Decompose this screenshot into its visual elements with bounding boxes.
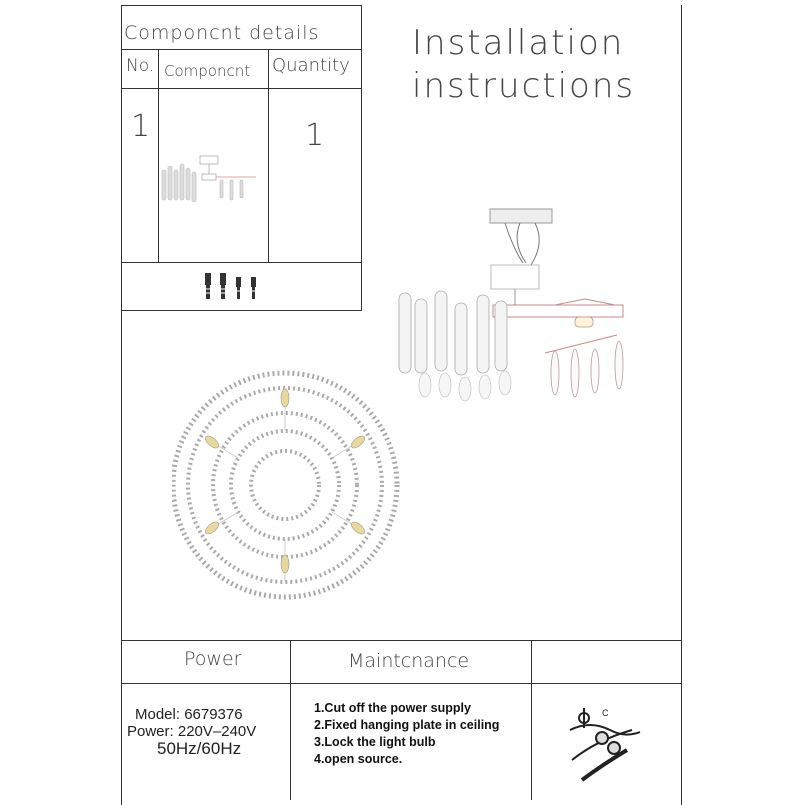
- maintenance-steps: [314, 700, 499, 768]
- chandelier-thumbnail-icon: [160, 150, 268, 220]
- power-rating: Power: 220V–240V: [127, 723, 257, 740]
- col-header-component: Componcnt: [164, 62, 251, 80]
- step-1: 1.Cut off the power supply: [314, 701, 471, 715]
- title-line-1: Installation: [412, 23, 625, 63]
- col-header-quantity: Quantity: [272, 55, 350, 76]
- svg-text:C: C: [602, 708, 609, 718]
- step-4: 4.open source.: [314, 752, 403, 766]
- model-number: Model: 6679376: [135, 706, 243, 723]
- step-2: 2.Fixed hanging plate in ceiling: [314, 718, 500, 732]
- component-table-title: Componcnt details: [124, 22, 320, 44]
- row-quantity: 1: [305, 118, 325, 153]
- row-number: 1: [131, 109, 151, 144]
- maintenance-header: Maintcnance: [348, 650, 470, 672]
- chandelier-side-view-icon: [395, 205, 645, 415]
- power-header: Power: [184, 648, 242, 670]
- chandelier-top-view-icon: [172, 366, 412, 606]
- col-header-no: No.: [126, 56, 155, 76]
- step-3: 3.Lock the light bulb: [314, 735, 436, 749]
- title-line-2: instructions: [412, 66, 636, 106]
- wire-connection-icon: [562, 700, 652, 790]
- power-info: [127, 706, 287, 757]
- frequency: 50Hz/60Hz: [157, 739, 242, 758]
- screw-set-icon: [203, 271, 267, 303]
